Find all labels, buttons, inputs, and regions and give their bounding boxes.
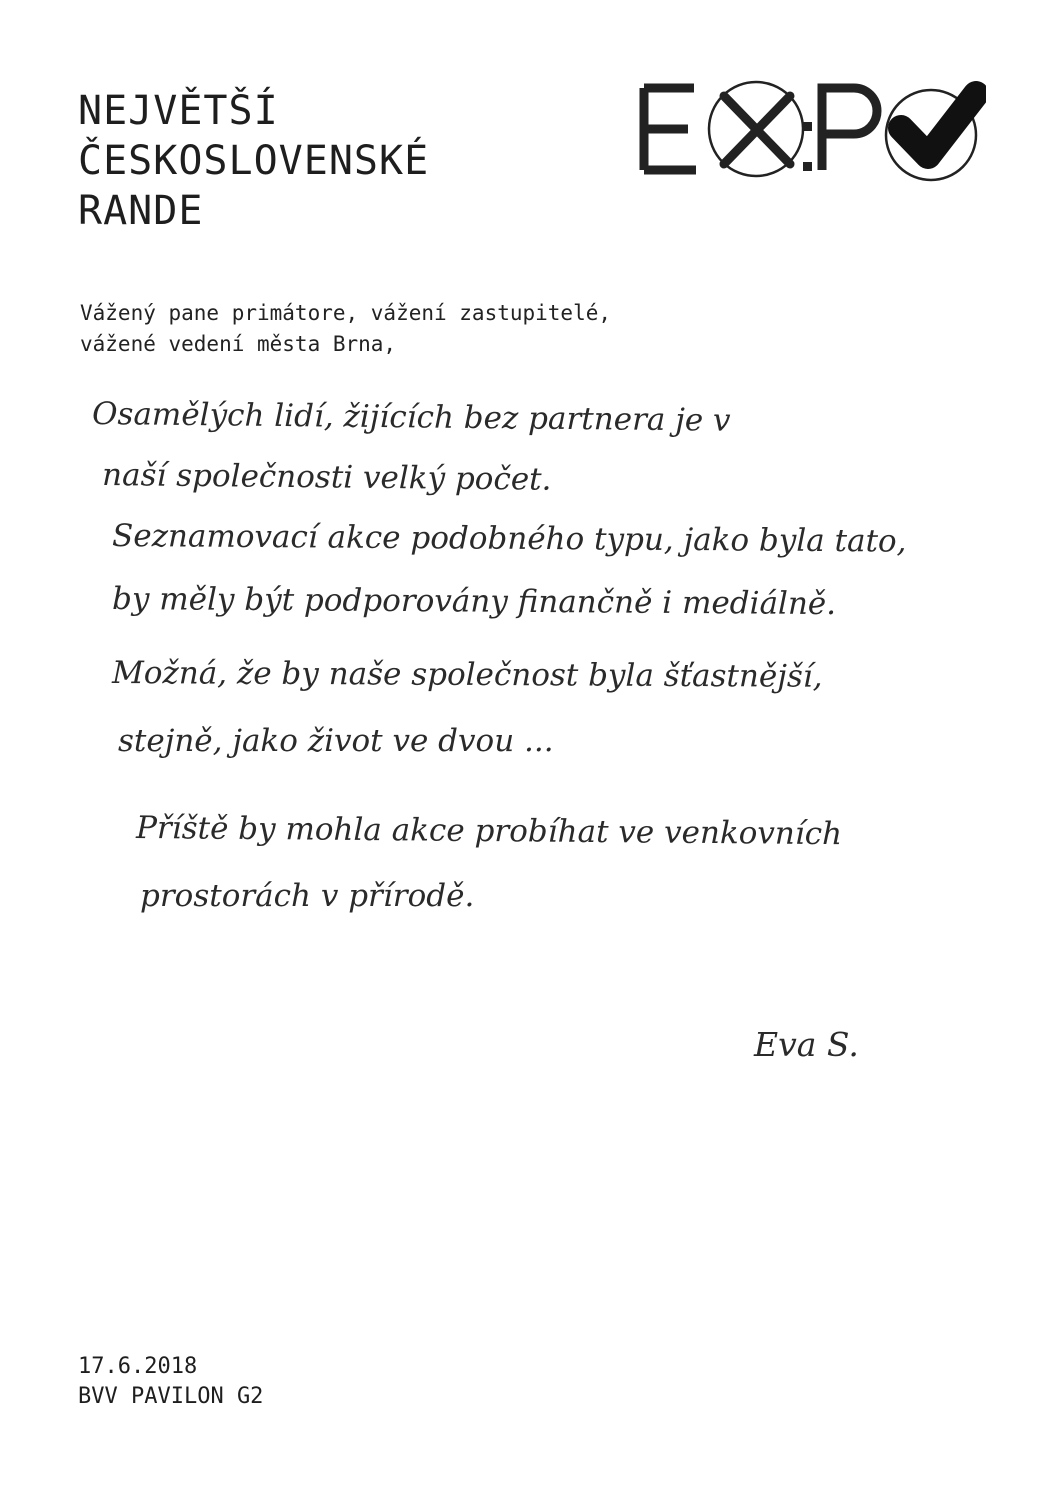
event-title-line-1: NEJVĚTŠÍ bbox=[78, 88, 279, 134]
handwritten-line-3: Seznamovací akce podobného typu, jako byla tato, bbox=[111, 518, 907, 560]
expo-logo-graphic bbox=[636, 78, 986, 183]
greeting bbox=[80, 298, 611, 360]
greeting-line-1: Vážený pane primátore, vážení zastupitelé, bbox=[80, 301, 612, 325]
greeting-line-2: vážené vedení města Brna, bbox=[80, 332, 397, 356]
handwritten-line-8: prostorách v přírodě. bbox=[140, 878, 475, 914]
handwritten-line-5: Možná, že by naše společnost byla šťastnější, bbox=[111, 655, 823, 695]
handwritten-line-6: stejně, jako život ve dvou ... bbox=[118, 723, 554, 759]
handwritten-line-1: Osamělých lidí, žijících bez partnera je v bbox=[91, 396, 731, 439]
event-date: 17.6.2018 bbox=[78, 1354, 198, 1379]
event-title bbox=[78, 86, 429, 236]
handwritten-line-4: by měly být podporovány finančně i mediálně. bbox=[111, 581, 837, 623]
event-details bbox=[78, 1352, 263, 1412]
event-title-line-2: ČESKOSLOVENSKÉ bbox=[78, 138, 430, 184]
event-title-line-3: RANDE bbox=[78, 188, 204, 234]
handwritten-line-2: naší společnosti velký počet. bbox=[101, 457, 552, 498]
event-venue: BVV PAVILON G2 bbox=[78, 1384, 264, 1409]
signature: Eva S. bbox=[754, 1025, 859, 1064]
expo-logo bbox=[636, 78, 986, 183]
handwritten-line-7: Příště by mohla akce probíhat ve venkovních bbox=[135, 810, 843, 853]
